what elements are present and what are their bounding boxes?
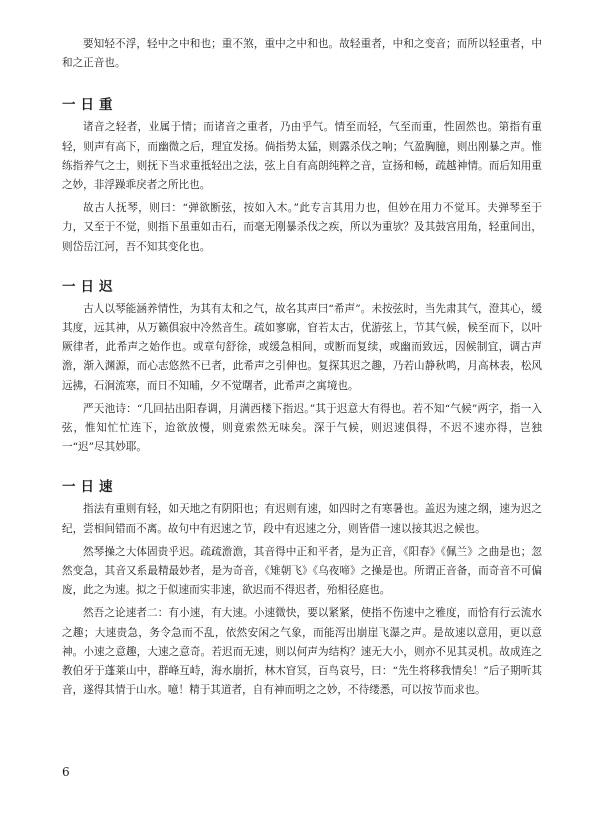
intro-paragraph: 要知轻不浮，轻中之中和也；重不煞，重中之中和也。故轻重者，中和之变音；而所以轻重者，中和之正音也。 bbox=[62, 38, 542, 70]
body-paragraph: 故古人抚琴，则曰：“弹欲断弦，按如入木。”此专言其用力也，但妙在用力不觉耳。夫弹琴至于力，又至于不觉，则指下虽重如击石，而毫无刚暴杀伐之疾，所以为重欤？及其鼓宫用角，轻重间出，则岱岳江河，吾不知其变化也。 bbox=[62, 202, 542, 253]
body-paragraph: 诸音之轻者，业属于情；而诸音之重者，乃由乎气。情至而轻，气至而重，性固然也。第指有重轻，则声有高下，而幽微之后，理宜发扬。倘指势太猛，则露杀伐之响；气盈胸臆，则出刚暴之声。惟练指养气之士，则抚下当求重抵轻出之法，弦上自有高朗纯粹之音，宣扬和畅，疏越神情。而后知用重之妙，非浮躁乖戾者之所比也。 bbox=[62, 121, 542, 192]
section-heading-su: 一日速 bbox=[62, 479, 118, 496]
page-content bbox=[62, 0, 542, 700]
body-paragraph: 指法有重则有轻，如天地之有阴阳也；有迟则有速，如四时之有寒暑也。盖迟为速之纲，速为迟之纪，尝相间错而不离。故句中有迟速之节，段中有迟速之分，则皆借一速以接其迟之候也。 bbox=[62, 503, 542, 535]
body-paragraph: 古人以琴能涵养情性，为其有太和之气，故名其声曰“希声”。未按弦时，当先肃其气，澄其心，缓其度，远其神，从万籁俱寂中冷然音生。疏如寥廓，窅若太古，优游弦上，节其气候，候至而下，以叶厥律者，此希声之始作也。或章句舒徐，或缓急相间，或断而复续，或幽而致远，因候制宜，调古声澹，渐入渊源，而心志悠然不已者，此希声之引伸也。复探其迟之趣，乃若山静秋鸣，月高林表，松风远拂，石涧流寒，而日不知晡，夕不觉曙者，此希声之寓境也。 bbox=[62, 302, 542, 392]
section-heading-zhong: 一日重 bbox=[62, 97, 118, 114]
body-paragraph: 严天池诗：“几回拈出阳春调，月满西楼下指迟。”其于迟意大有得也。若不知“气候”两字，指一入弦，惟知忙忙连下，迨欲放慢，则竟索然无味矣。深于气候，则迟速俱得，不迟不速亦得，岂独一“迟”尽其妙耶。 bbox=[62, 402, 542, 454]
page-number: 6 bbox=[62, 765, 70, 779]
body-paragraph: 然吾之论速者二：有小速，有大速。小速微快，要以紧紧，使指不伤速中之雅度，而恰有行云流水之趣；大速贵急，务令急而不乱，依然安闲之气象，而能泻出崩崖飞瀑之声。是故速以意用，更以意神。小速之意趣，大速之意奇。若迟而无速，则以何声为结构？速无大小，则亦不见其灵机。故成连之教伯牙于蓬莱山中，群峰互峙，海水崩折，林木窅冥，百鸟哀号，曰：“先生将移我情矣！”后子期听其音，遂得其情于山水。噫！精于其道者，自有神而明之之妙，不待缕悉，可以按节而求也。 bbox=[62, 607, 542, 697]
section-heading-chi: 一日迟 bbox=[62, 278, 118, 295]
body-paragraph: 然琴操之大体固贵乎迟。疏疏澹澹，其音得中正和平者，是为正音，《阳春》《佩兰》之曲是也；忽然变急，其音又系最精最妙者，是为奇音，《雉朝飞》《乌夜啼》之操是也。所谓正音备，而奇音不可偏废，此之为速。拟之于似速而实非速，欲迟而不得迟者，殆相径庭也。 bbox=[62, 545, 542, 597]
